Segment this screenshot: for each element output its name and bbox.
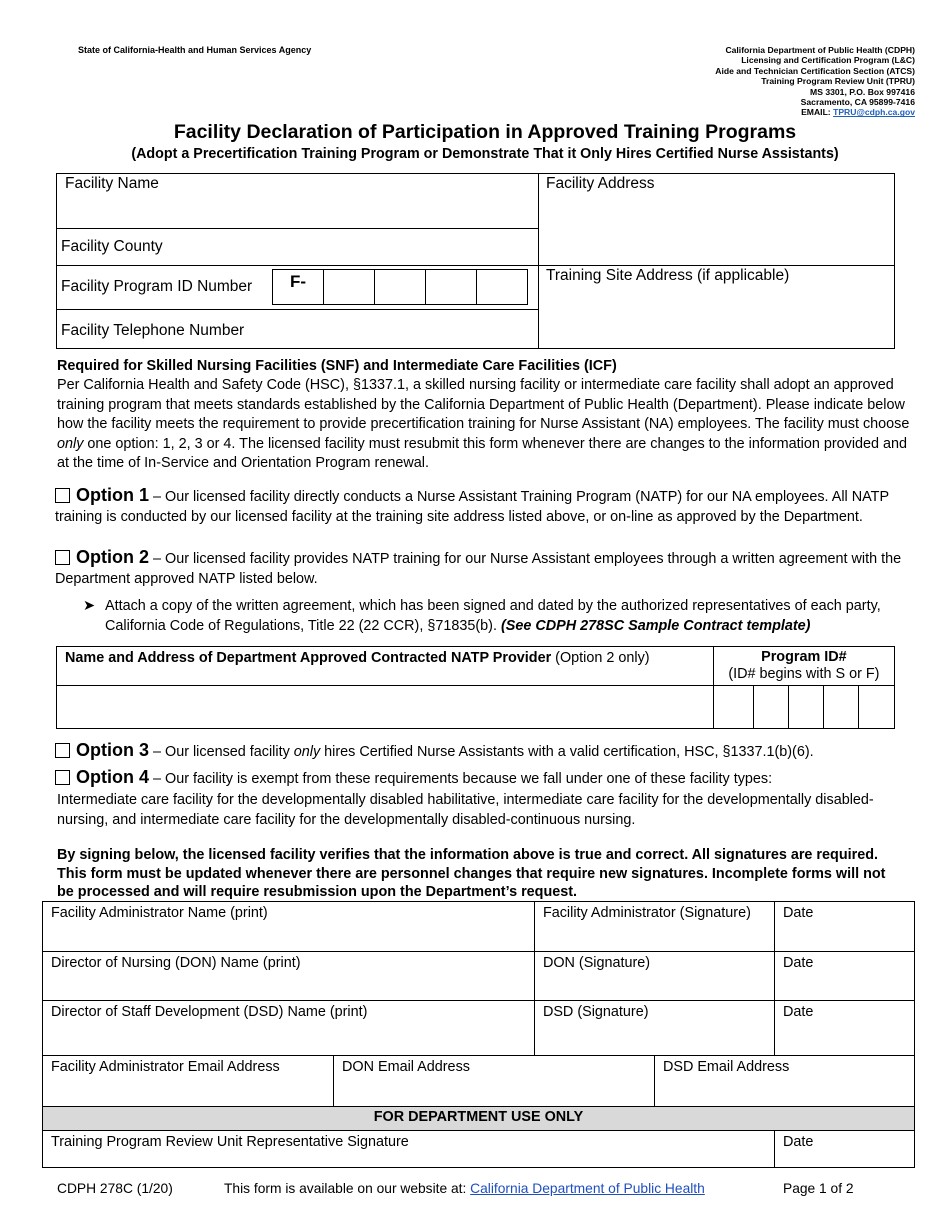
department-address-block [715, 45, 915, 118]
option-4 [55, 768, 915, 790]
website-note-text: This form is available on our website at: [224, 1181, 471, 1196]
option-3-text: hires Certified Nurse Assistants with a valid certification, HSC, §1337.1(b)(6). [320, 744, 814, 760]
option-1-checkbox[interactable] [55, 488, 70, 503]
option-3-text: – Our licensed facility [149, 744, 294, 760]
required-text-part: one option: 1, 2, 3 or 4. The licensed facility must resubmit this form whenever there are changes to the information provided and at the time of In-Service and Orientation Program renewal. [57, 435, 908, 472]
attach-bullet [83, 597, 918, 636]
provider-name-input[interactable] [57, 686, 714, 729]
option-3-label: Option 3 [76, 740, 149, 760]
don-email-field[interactable]: DON Email Address [334, 1056, 655, 1107]
email-link[interactable]: TPRU@cdph.ca.gov [833, 107, 915, 118]
program-id-digit[interactable] [426, 270, 477, 304]
cdph-website-link[interactable]: California Department of Public Health [470, 1181, 705, 1196]
dsd-date-field[interactable]: Date [775, 1001, 915, 1056]
provider-name-note: (Option 2 only) [551, 650, 650, 666]
option-3-emphasis: only [293, 744, 321, 760]
option-1-label: Option 1 [76, 485, 149, 505]
option-4-detail: Intermediate care facility for the developmentally disabled habilitative, intermediate care facility for the developmentally disabled-nursing, and intermediate care facility for the developmentally disabled-continuous nursing. [57, 792, 874, 828]
form-subtitle: (Adopt a Precertification Training Program or Demonstrate That it Only Hires Certified Nurse Assistants) [131, 146, 839, 162]
option-4-label: Option 4 [76, 767, 149, 787]
bullet-text: Attach a copy of the written agreement, which has been signed and dated by the authorized representatives of each party, California Code of Regulations, Title 22 (22 CCR), §71835(b). [105, 598, 881, 634]
dept-line: Sacramento, CA 95899-7416 [800, 97, 915, 108]
option-1-text: – Our licensed facility directly conducts a Nurse Assistant Training Program (NATP) for our NA employees. All NATP training is conducted by our licensed facility at the training site address listed above, or on-line as approved by the Department. [55, 489, 889, 525]
program-id-digit[interactable] [324, 270, 375, 304]
dept-line: Licensing and Certification Program (L&C) [741, 55, 915, 66]
required-text-part: Per California Health and Safety Code (HSC), §1337.1, a skilled nursing facility or intermediate care facility shall adopt an approved training program that meets standards established by the California Department of Public Health (Department). Please indicate below how the facility meets the requirement to provide precertification training for Nurse Assistant (NA) employees. The facility must choose [57, 377, 910, 433]
admin-email-field[interactable]: Facility Administrator Email Address [43, 1056, 334, 1107]
dept-line: MS 3301, P.O. Box 997416 [810, 86, 915, 97]
program-id-digit[interactable] [477, 270, 527, 304]
dsd-email-field[interactable]: DSD Email Address [654, 1056, 914, 1107]
divider [538, 173, 539, 349]
program-id-note: (ID# begins with S or F) [728, 666, 880, 682]
divider [56, 309, 538, 310]
required-text-emphasis: only [57, 435, 84, 452]
program-id-box[interactable] [753, 686, 788, 729]
agency-name: State of California-Health and Human Services Agency [78, 45, 312, 55]
option-3 [55, 741, 915, 763]
program-id-heading: Program ID# [761, 649, 847, 665]
dept-line: Training Program Review Unit (TPRU) [761, 76, 915, 87]
admin-name-field[interactable]: Facility Administrator Name (print) [43, 902, 535, 952]
signing-statement: By signing below, the licensed facility verifies that the information above is true and correct. All signatures are required. This form must be updated whenever there are personnel changes that require new signatures. Incomplete forms will not be processed and will require resubmission upon the Department’s request. [57, 847, 886, 901]
option-2-checkbox[interactable] [55, 550, 70, 565]
program-id-digit[interactable] [375, 270, 426, 304]
form-title: Facility Declaration of Participation in Approved Training Programs [173, 121, 797, 143]
dsd-name-field[interactable]: Director of Staff Development (DSD) Name (print) [43, 1001, 535, 1056]
provider-name-heading: Name and Address of Department Approved Contracted NATP Provider [65, 650, 552, 666]
program-id-cells[interactable] [272, 269, 528, 305]
divider [56, 228, 538, 229]
facility-name-field[interactable]: Facility Name [65, 175, 159, 192]
tpru-signature-field[interactable]: Training Program Review Unit Representative Signature [43, 1131, 775, 1168]
email-label: EMAIL: [801, 107, 831, 118]
required-text [57, 376, 917, 474]
department-use-header: FOR DEPARTMENT USE ONLY [43, 1107, 915, 1131]
option-3-checkbox[interactable] [55, 743, 70, 758]
program-id-box[interactable] [713, 686, 753, 729]
website-note [224, 1181, 705, 1196]
program-id-box[interactable] [823, 686, 858, 729]
facility-phone-field[interactable]: Facility Telephone Number [61, 322, 245, 339]
option-2 [55, 548, 915, 589]
bullet-emphasis: (See CDPH 278SC Sample Contract template) [500, 617, 811, 634]
required-heading: Required for Skilled Nursing Facilities (SNF) and Intermediate Care Facilities (ICF) [57, 358, 617, 374]
form-id: CDPH 278C (1/20) [57, 1181, 173, 1196]
admin-signature-field[interactable]: Facility Administrator (Signature) [534, 902, 774, 952]
program-id-prefix: F- [273, 270, 324, 304]
training-site-address-field[interactable]: Training Site Address (if applicable) [546, 267, 790, 284]
tpru-date-field[interactable]: Date [775, 1131, 915, 1168]
dsd-signature-field[interactable]: DSD (Signature) [534, 1001, 774, 1056]
option-4-checkbox[interactable] [55, 770, 70, 785]
program-id-box[interactable] [858, 686, 894, 729]
provider-name-header [57, 647, 714, 686]
email-line [715, 107, 915, 117]
admin-date-field[interactable]: Date [775, 902, 915, 952]
divider [56, 265, 895, 266]
facility-program-id-label: Facility Program ID Number [61, 278, 253, 295]
arrow-bullet-icon: ➤ [83, 598, 96, 614]
program-id-header [713, 647, 894, 686]
page-number: Page 1 of 2 [783, 1181, 854, 1196]
don-name-field[interactable]: Director of Nursing (DON) Name (print) [43, 952, 535, 1001]
dept-line: California Department of Public Health (CDPH) [725, 45, 915, 55]
don-signature-field[interactable]: DON (Signature) [534, 952, 774, 1001]
provider-table [56, 646, 895, 729]
option-1 [55, 486, 915, 527]
facility-address-field[interactable]: Facility Address [546, 175, 655, 192]
facility-county-field[interactable]: Facility County [61, 238, 163, 255]
program-id-box[interactable] [788, 686, 823, 729]
option-4-text: – Our facility is exempt from these requirements because we fall under one of these facility types: [149, 771, 773, 787]
option-2-label: Option 2 [76, 547, 149, 567]
signatures-table [42, 901, 915, 1168]
option-2-text: – Our licensed facility provides NATP training for our Nurse Assistant employees through a written agreement with the Department approved NATP listed below. [55, 551, 902, 587]
dept-line: Aide and Technician Certification Section (ATCS) [715, 65, 915, 76]
don-date-field[interactable]: Date [775, 952, 915, 1001]
